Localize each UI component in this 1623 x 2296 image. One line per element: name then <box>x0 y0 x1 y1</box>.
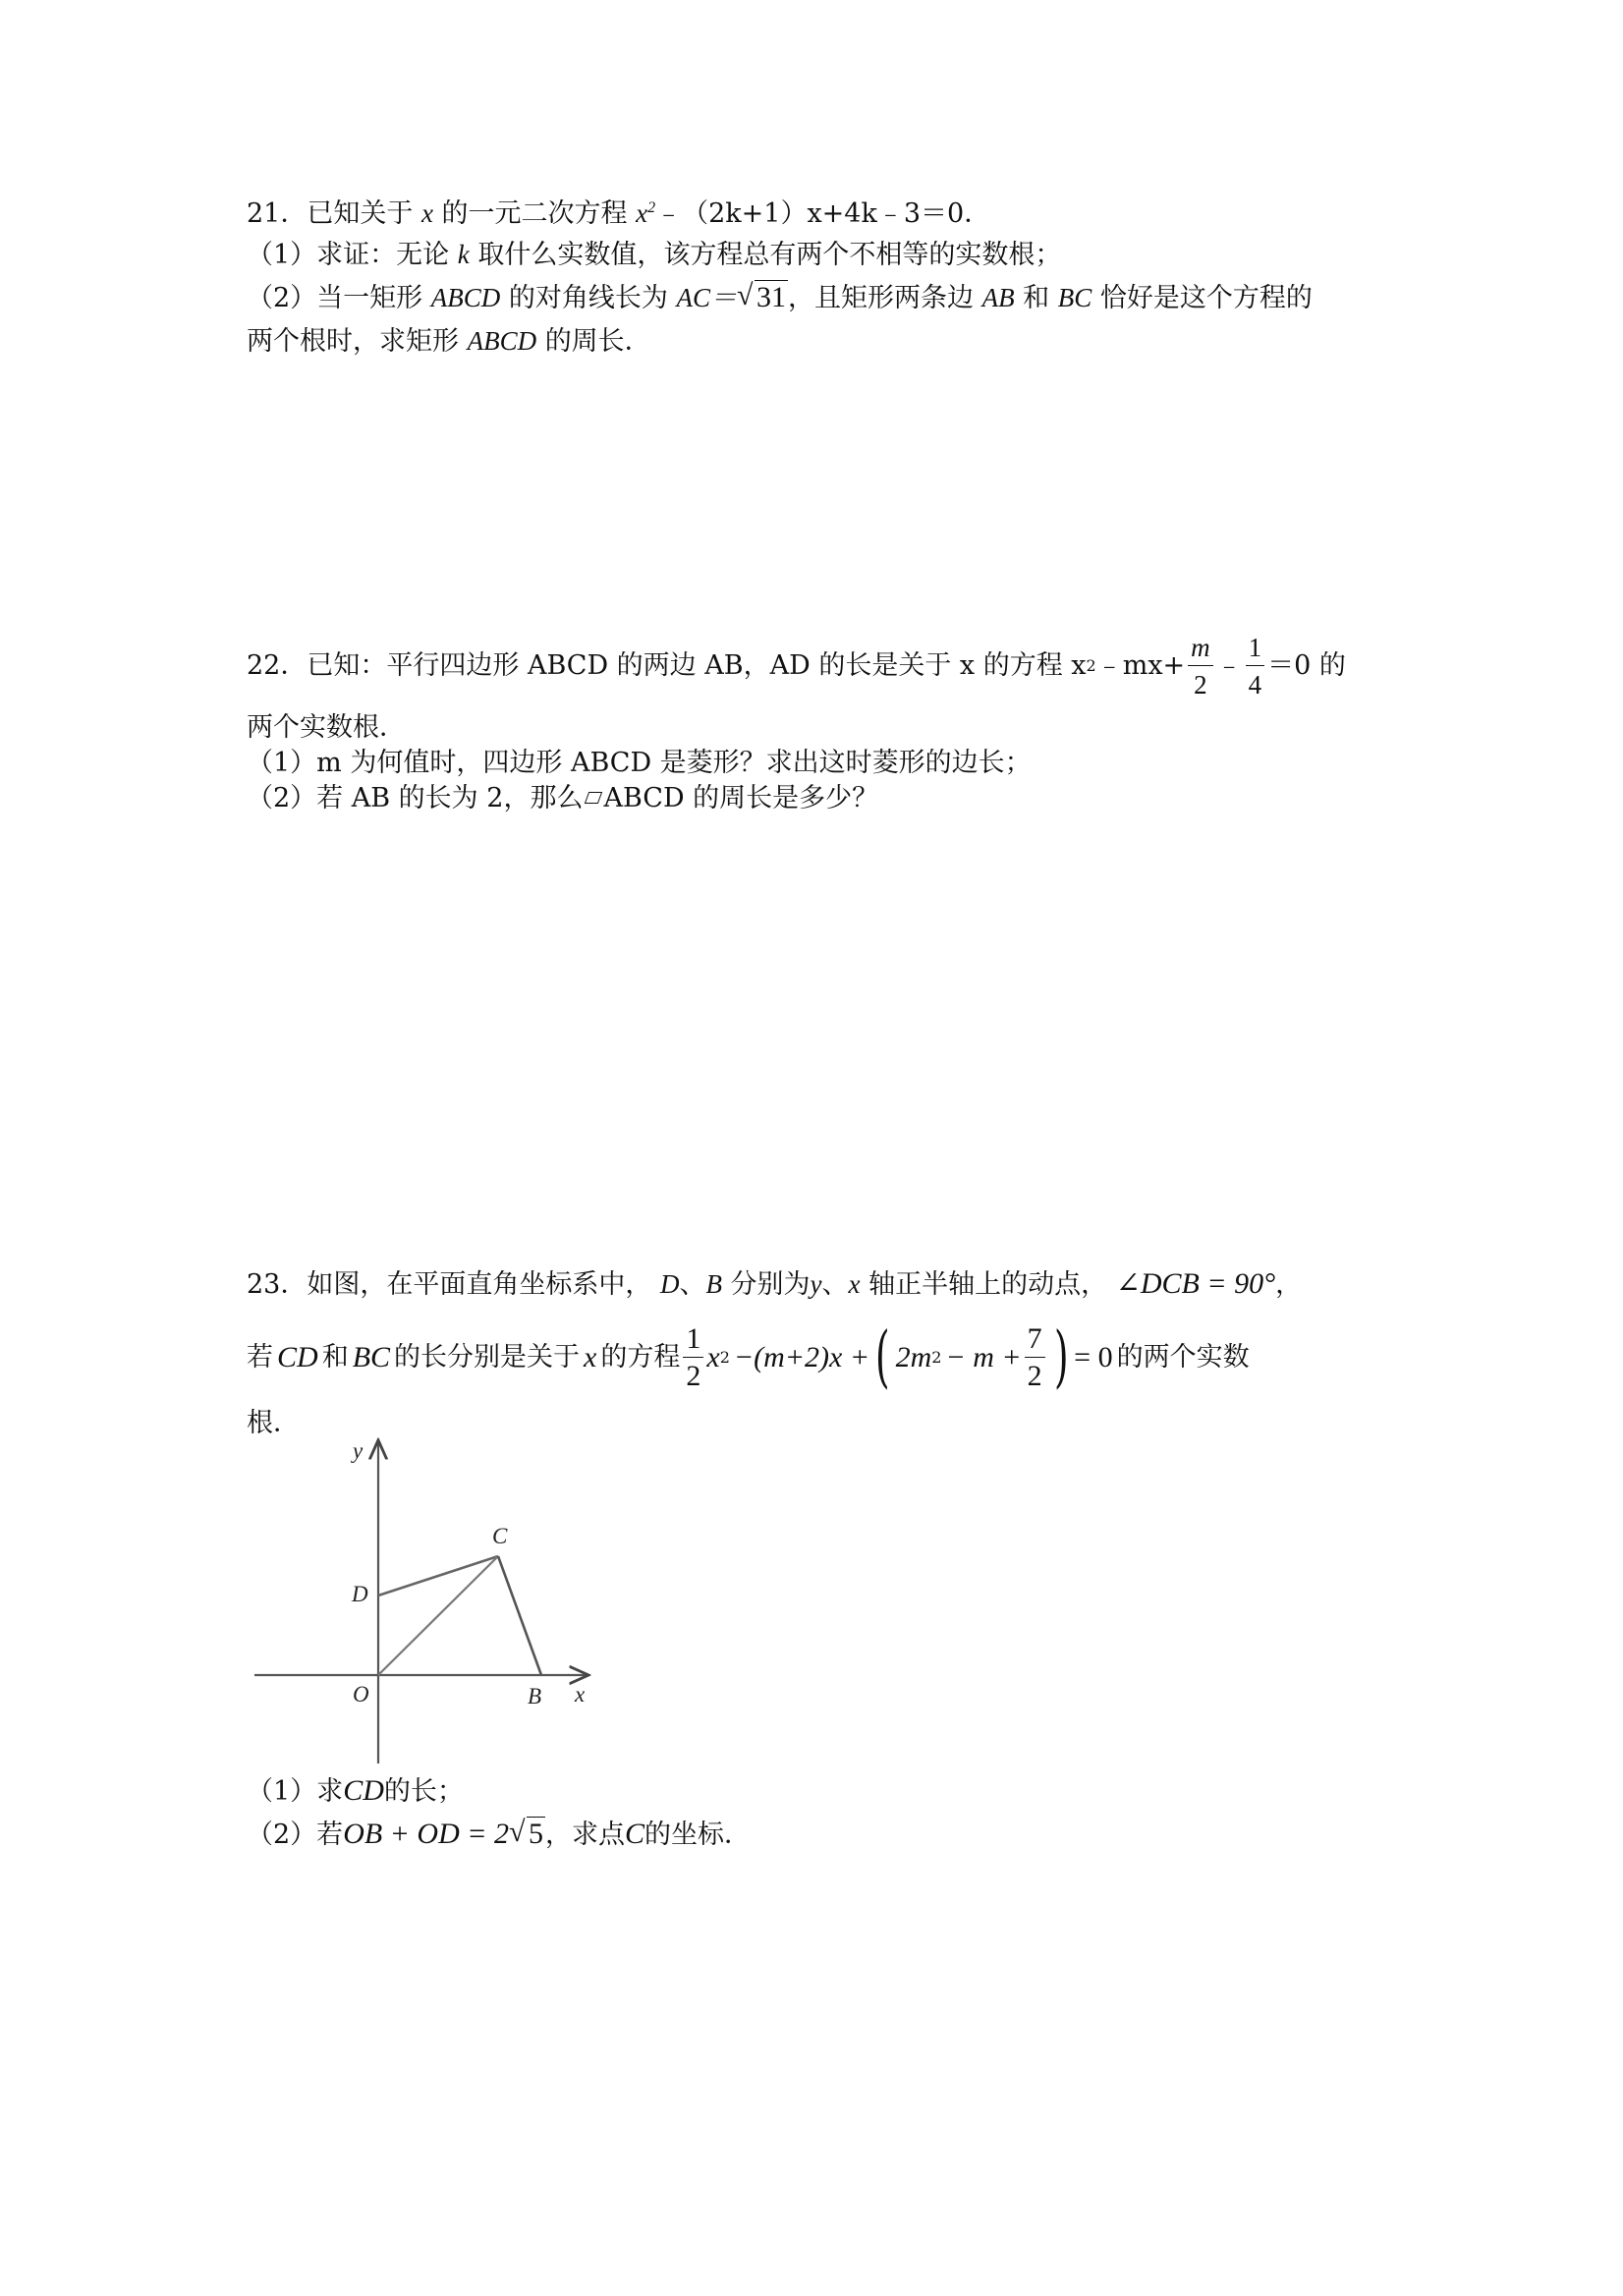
question-number: 23． <box>247 1269 308 1300</box>
label-d: D <box>352 1582 368 1606</box>
figure-svg <box>251 1434 604 1788</box>
q22-part-1: （1）m 为何值时，四边形 ABCD 是菱形？求出这时菱形的边长； <box>247 748 1032 778</box>
q23-stem: 23．如图，在平面直角坐标系中， D、B 分别为y、x 轴正半轴上的动点， ∠DCB = 90°， <box>247 1267 1303 1300</box>
question-number: 21． <box>247 198 308 229</box>
q21-stem: 21．已知关于 x 的一元二次方程 $x^2﹣(2k+1)x+4k﹣3=0$． <box>247 198 991 229</box>
q23-stem-cont: 根． <box>247 1408 300 1438</box>
q22-part-2: （2）若 AB 的长为 2，那么 ABCD 的周长是多少？ <box>247 783 879 813</box>
label-o: O <box>353 1682 369 1707</box>
fraction-7-over-2: $\frac{7}{2}$ <box>1025 1321 1045 1395</box>
q23-stem-equation: 若 CD 和 BC 的长分别是关于 x 的方程 $\frac{1}{2}$ x 2 −(m+2)x + ( 2m 2 − m + $\frac{7}{2}$ ) = 0 的两个实数 <box>247 1318 1250 1396</box>
sqrt-5: √ 5 <box>509 1818 545 1851</box>
q22-stem: 22． 已知：平行四边形 ABCD 的两边 AB，AD 的长是关于 x 的方程 x 2 ﹣mx+ $\frac{m}{2}$ ﹣ $\frac{1}{4}$ ＝0 的 <box>247 625 1346 707</box>
segment-oc <box>378 1556 498 1675</box>
q23-part-2: （2）若OB + OD = 2√ 5，求点C的坐标． <box>247 1818 751 1852</box>
fraction-1-over-2: $\frac{1}{2}$ <box>683 1321 703 1395</box>
fraction-1-over-4: $\frac{1}{4}$ <box>1246 630 1265 703</box>
label-y: y <box>353 1438 364 1463</box>
angle-dcb: ∠DCB = 90° <box>1115 1267 1276 1300</box>
label-c: C <box>492 1524 508 1548</box>
q21-part-2: （2）当一矩形 ABCD 的对角线长为 AC＝√ 31，且矩形两条边 AB 和 BC 恰好是这个方程的 <box>247 281 1313 315</box>
fraction-m-over-2: $\frac{m}{2}$ <box>1188 630 1213 703</box>
segment-dc <box>378 1556 498 1596</box>
sqrt-31: √ 31 <box>737 281 788 314</box>
equation: ﹣（2k+1）x+4k﹣3＝0． <box>655 198 991 229</box>
q21-part-1: （1）求证：无论 k 取什么实数值，该方程总有两个不相等的实数根； <box>247 240 1062 270</box>
coordinate-figure <box>251 1434 604 1788</box>
parallelogram-symbol <box>585 792 602 804</box>
x-squared: $x^2$ <box>636 198 656 228</box>
label-x: x <box>575 1682 586 1707</box>
q22-stem-cont: 两个实数根． <box>247 712 406 743</box>
segment-cb <box>498 1556 541 1675</box>
q23-part-1: （1）求CD的长； <box>247 1774 464 1807</box>
question-number: 22． <box>247 650 308 681</box>
q21-part-2-cont: 两个根时，求矩形 ABCD 的周长． <box>247 326 651 357</box>
label-b: B <box>528 1684 542 1708</box>
